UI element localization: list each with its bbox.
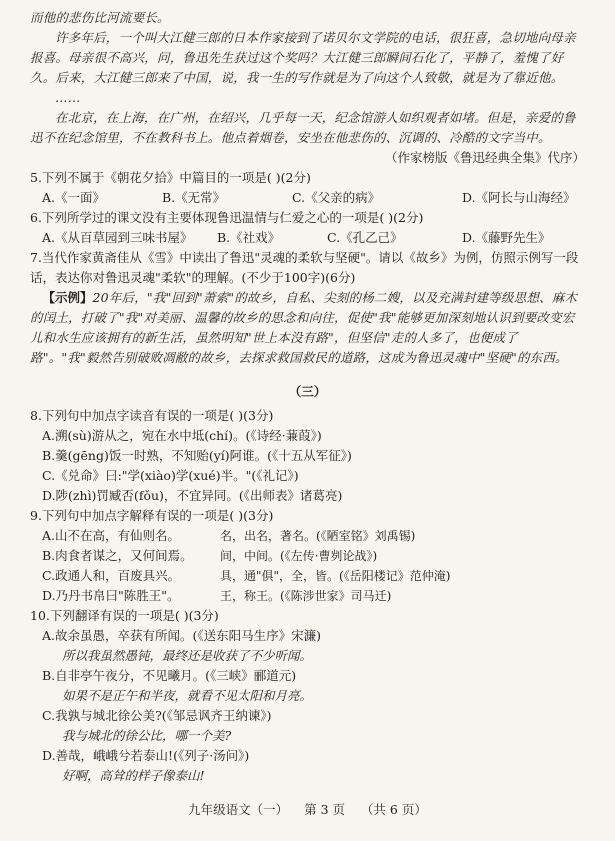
question-10-option-b: B.自非亭午夜分，不见曦月。(《三峡》郦道元) [42, 668, 297, 683]
question-9-option-d [42, 586, 585, 606]
question-8-stem: 8.下列句中加点字读音有误的一项是( )(3分) [30, 408, 274, 423]
question-10-option-a: A.故余虽愚，卒获有所闻。(《送东阳马生序》宋濂) [42, 628, 322, 643]
question-6-option-a: A.《从百草园到三味书屋》 [42, 230, 193, 245]
footer-page-number: 第 3 页 [304, 802, 345, 817]
question-9-stem: 9.下列句中加点字解释有误的一项是( )(3分) [30, 508, 274, 523]
question-8-option-d: D.陟(zhì)罚臧否(fǒu)，不宜异同。(《出师表》诸葛亮) [42, 488, 343, 503]
option-sentence: C.政通人和，百废具兴。 [42, 568, 181, 583]
question-6-stem: 6.下列所学过的课文没有主要体现鲁迅温情与仁爱之心的一项是( )(2分) [30, 210, 424, 225]
question-10-translation-b: 如果不是正午和半夜，就看不见太阳和月亮。 [62, 688, 313, 703]
example-tag: 【示例】 [42, 290, 93, 305]
question-5-options [42, 188, 585, 208]
footer-subject: 九年级语文（一） [188, 802, 289, 817]
passage-paragraph-2: 在北京，在上海，在广州，在绍兴，几乎每一天，纪念馆游人如织观者如堵。但是，亲爱的鲁迅不在纪念馆里，不在教科书上。他点着烟卷，安坐在他悲伤的、沉调的、冷酷的文字当中。 [30, 110, 576, 145]
option-note: 间，中间。(《左传·曹刿论战》) [220, 549, 378, 563]
option-note: 具，通"俱"，全，皆。(《岳阳楼记》范仲淹) [220, 569, 451, 583]
question-6-option-c: C.《孔乙己》 [327, 230, 403, 245]
question-5-option-b: B.《无常》 [162, 190, 226, 205]
question-7-stem: 7.当代作家黄斋佳从《雪》中读出了鲁迅"灵魂的柔软与坚硬"。请以《故乡》为例，仿照示例写一段话，表达你对鲁迅灵魂"柔软"的理解。(不少于100字)(6分) [30, 250, 579, 285]
question-5-option-d: D.《阿长与山海经》 [462, 190, 576, 205]
example-text: 20年后，"我"回到"萧索"的故乡，自私、尖刻的杨二嫂，以及充满封建等级思想、麻木的闰土，打破了"我"对美丽、温馨的故乡的思念和向往，促使"我"能够更加深刻地认识到要改变宏儿和水生应该拥有的新生活，虽然明知"世上本没有路"，但坚信"走的人多了，也便成了路"。"我"毅然告别破败凋敝的故乡，去探求救国救民的道路，这成为鲁迅灵魂中"坚硬"的东西。 [30, 290, 578, 365]
passage-paragraph-1: 许多年后，一个叫大江健三郎的日本作家接到了诺贝尔文学院的电话，很狂喜，急切地向母亲报喜。母亲很不高兴，问，鲁迅先生获过这个奖吗？大江健三郎瞬间石化了，平静了，羞愧了好久。后来，大江健三郎来了中国，说，我一生的写作就是为了向这个人致敬，就是为了靠近他。 [30, 30, 576, 85]
section-heading: （三） [288, 384, 327, 399]
question-6-option-b: B.《社戏》 [217, 230, 281, 245]
question-5-option-c: C.《父亲的病》 [292, 190, 381, 205]
option-sentence: A.山不在高，有仙则名。 [42, 528, 181, 543]
option-sentence: B.肉食者谋之，又何间焉。 [42, 548, 193, 563]
question-8-option-c: C.《兑命》曰:"学(xiào)学(xué)半。"(《礼记》) [42, 468, 299, 483]
question-5-stem: 5.下列不属于《朝花夕拾》中篇目的一项是( )(2分) [30, 170, 311, 185]
option-sentence: D.乃丹书帛曰"陈胜王"。 [42, 588, 180, 603]
question-10-translation-d: 好啊，高耸的样子像泰山! [62, 768, 205, 783]
question-6-options [42, 228, 585, 248]
question-10-translation-c: 我与城北的徐公比，哪一个美? [62, 728, 232, 743]
question-9-option-b [42, 546, 585, 566]
question-10-option-d: D.善哉，峨峨兮若泰山!(《列子·汤问》) [42, 748, 250, 763]
question-10-stem: 10.下列翻译有误的一项是( )(3分) [30, 608, 219, 623]
question-6-option-d: D.《藤野先生》 [462, 230, 551, 245]
question-5-option-a: A.《一面》 [42, 190, 106, 205]
question-9-option-c [42, 566, 585, 586]
option-note: 王，称王。(《陈涉世家》司马迁) [220, 589, 392, 603]
passage-ellipsis: …… [55, 90, 81, 105]
passage-line-top: 而他的悲伤比河流要长。 [30, 10, 170, 25]
question-10-option-c: C.我孰与城北徐公美?(《邹忌讽齐王纳谏》) [42, 708, 272, 723]
page-footer [0, 800, 615, 820]
question-7-example [30, 288, 585, 368]
option-note: 名，出名，著名。(《陋室铭》刘禹锡) [220, 529, 416, 543]
question-10-translation-a: 所以我虽然愚钝，最终还是收获了不少听闻。 [62, 648, 313, 663]
question-9-option-a [42, 526, 585, 546]
passage-source: （作家榜版《鲁迅经典全集》代序） [384, 150, 585, 165]
question-8-option-a: A.溯(sù)游从之，宛在水中坻(chí)。(《诗经·蒹葭》) [42, 428, 322, 443]
question-8-option-b: B.羹(gēng)饭一时熟，不知贻(yí)阿谁。(《十五从军征》) [42, 448, 352, 463]
footer-page-total: （共 6 页） [360, 802, 427, 817]
